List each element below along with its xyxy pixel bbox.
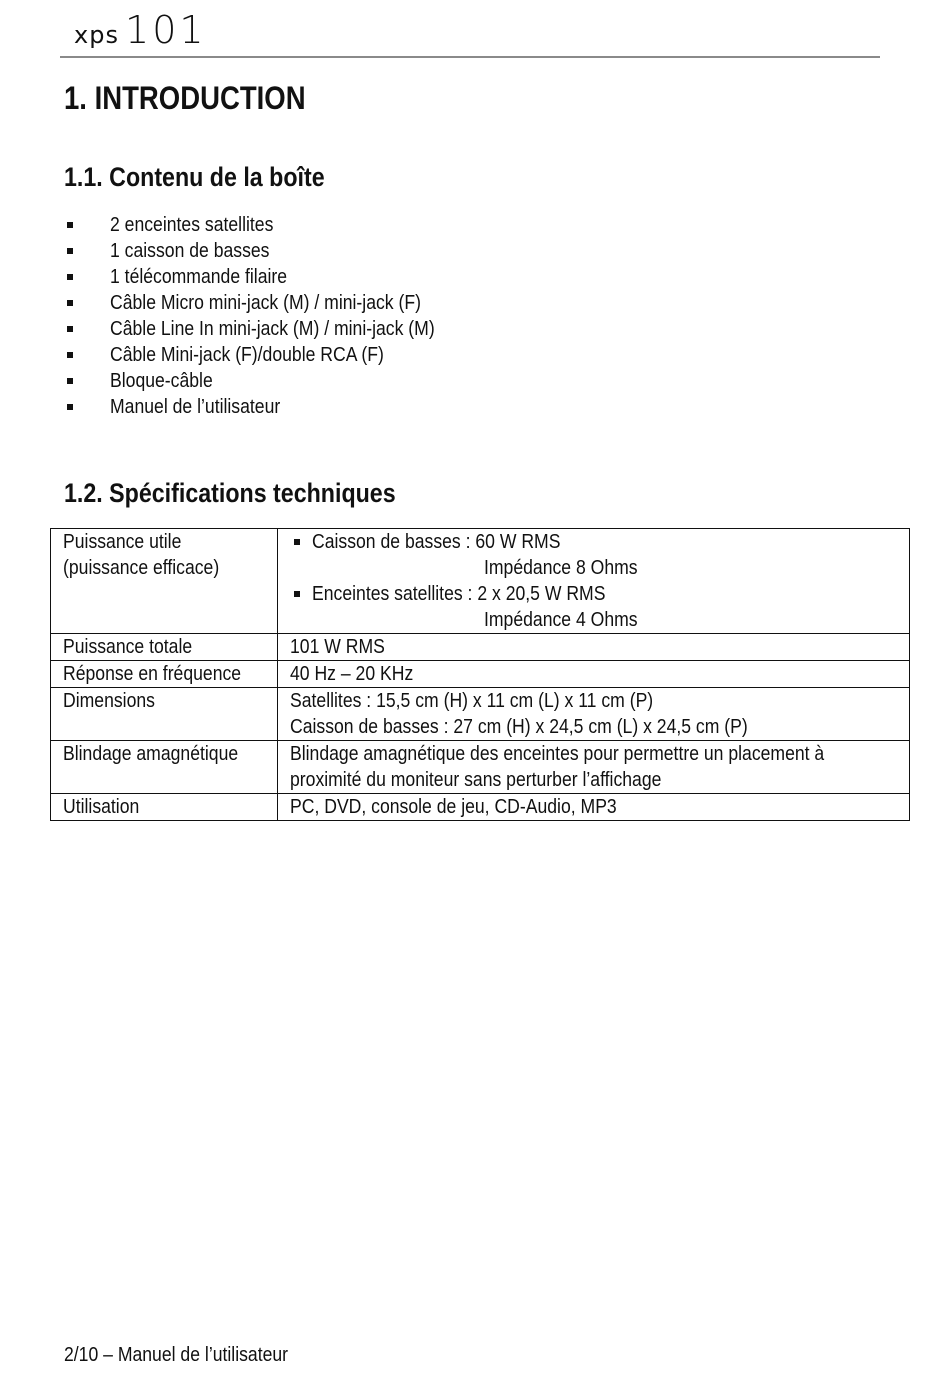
table-row: [51, 741, 910, 794]
bullet-icon: [67, 326, 73, 332]
bullet-icon: [67, 300, 73, 306]
spec-value-cell: Blindage amagnétique des enceintes pour permettre un placement à proximité du moniteur sans perturber l’affichage: [278, 741, 910, 794]
subsection-title-specifications: 1.2. Spécifications techniques: [64, 478, 396, 508]
subsection-title-box-contents: 1.1. Contenu de la boîte: [64, 162, 325, 192]
header-divider: [60, 56, 880, 58]
table-row: [51, 794, 910, 821]
spec-label-cell: Puissance totale: [51, 634, 278, 661]
spec-label-cell: Réponse en fréquence: [51, 661, 278, 688]
spec-value-cell: 101 W RMS: [278, 634, 910, 661]
spec-label-cell: Puissance utile (puissance efficace): [51, 529, 278, 634]
bullet-icon: [294, 591, 300, 597]
specifications-table: [50, 528, 910, 821]
table-row: [51, 661, 910, 688]
page-footer: 2/10 – Manuel de l’utilisateur: [64, 1344, 289, 1366]
table-row: [51, 634, 910, 661]
spec-label-cell: Dimensions: [51, 688, 278, 741]
spec-value-cell: PC, DVD, console de jeu, CD-Audio, MP3: [278, 794, 910, 821]
spec-label-cell: Blindage amagnétique: [51, 741, 278, 794]
bullet-icon: [67, 222, 73, 228]
bullet-icon: [294, 539, 300, 545]
spec-value-cell: Satellites : 15,5 cm (H) x 11 cm (L) x 11 cm (P) Caisson de basses : 27 cm (H) x 24,5 cm (L) x 24,5 cm (P): [278, 688, 910, 741]
section-title-introduction: 1. INTRODUCTION: [64, 80, 306, 116]
bullet-icon: [67, 248, 73, 254]
spec-value-cell: Caisson de basses : 60 W RMS Impédance 8 Ohms Enceintes satellites : 2 x 20,5 W RMS Impédance 4 Ohms: [278, 529, 910, 634]
logo-prefix: xps: [74, 21, 119, 49]
table-row: [51, 529, 910, 634]
spec-value-cell: 40 Hz – 20 KHz: [278, 661, 910, 688]
brand-logo: [74, 8, 207, 52]
bullet-icon: [67, 404, 73, 410]
logo-model: 101: [125, 8, 207, 52]
spec-label-cell: Utilisation: [51, 794, 278, 821]
bullet-icon: [67, 378, 73, 384]
bullet-icon: [67, 352, 73, 358]
bullet-icon: [67, 274, 73, 280]
table-row: [51, 688, 910, 741]
